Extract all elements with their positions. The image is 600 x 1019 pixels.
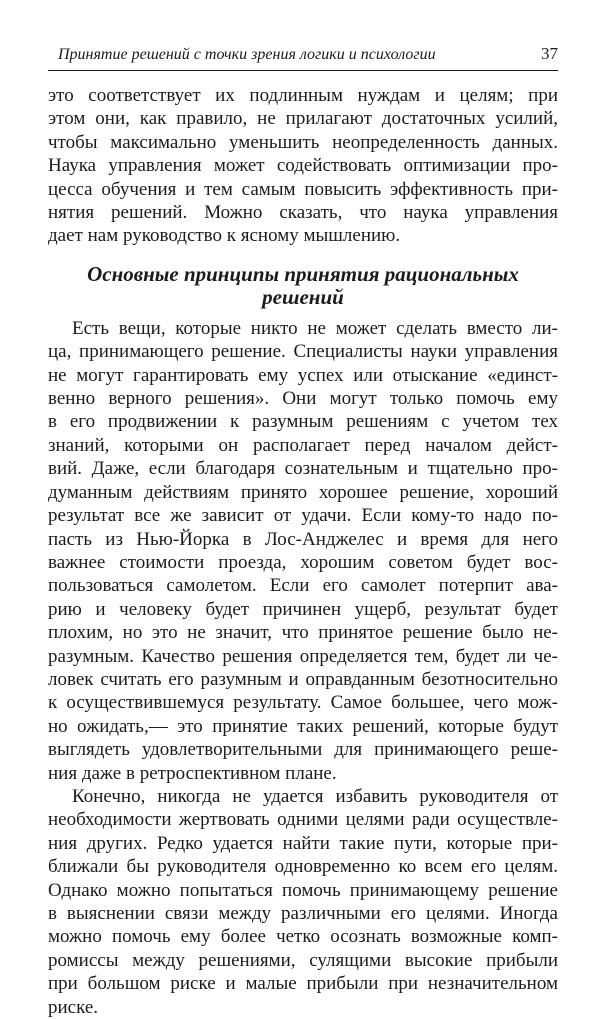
text-line: вий. Даже, если благодаря сознательным и тщательно про- [48, 458, 558, 480]
text-line: при большом риске и малые прибыли при незначительном [48, 973, 558, 995]
section-heading-line: решений [262, 284, 344, 309]
text-line: дает нам руководство к ясному мышлению. [48, 225, 401, 247]
running-head [58, 44, 558, 64]
text-line: этом они, как правило, не прилагают достаточных усилий, [48, 108, 558, 130]
paragraph-3 [48, 785, 558, 1019]
page-body [48, 84, 558, 1019]
text-line: к осуществившемуся результату. Самое большее, чего мож- [48, 692, 558, 714]
text-line: ловек считать его разумным и оправданным безотносительно [48, 668, 558, 690]
section-heading-line: Основные принципы принятия рациональных [87, 261, 519, 286]
page-number: 37 [541, 44, 558, 63]
text-line: ния даже в ретроспективном плане. [48, 762, 337, 784]
text-line: венно верного решения». Они могут только помочь ему [48, 388, 558, 410]
text-line: пользоваться самолетом. Если его самолет потерпит ава- [48, 575, 558, 597]
text-line: Однако можно попытаться помочь принимающему решение [48, 879, 558, 901]
text-line: необходимости жертвовать одними целями ради осуществле- [48, 809, 558, 831]
text-line: думанным действиям принято хорошее решение, хороший [48, 481, 558, 503]
text-line: нятия решений. Можно сказать, что наука управления [48, 202, 558, 224]
text-line: но ожидать,— это принятие таких решений, которые будут [48, 715, 558, 737]
paragraph-2 [48, 317, 558, 785]
text-line: чтобы максимально уменьшить неопределенность данных. [48, 131, 558, 153]
text-line: в его продвижении к разумным решениям с учетом тех [48, 411, 558, 433]
text-line: Есть вещи, которые никто не может сделать вместо ли- [72, 317, 558, 339]
text-line: пасть из Нью-Йорка в Лос-Анджелес и время для него [48, 528, 558, 550]
text-line: рию и человеку будет причинен ущерб, результат будет [48, 598, 558, 620]
text-line: ния других. Редко удается найти такие пути, которые при- [48, 832, 558, 854]
text-line: Конечно, никогда не удается избавить руководителя от [72, 785, 558, 807]
text-line: Наука управления может содействовать оптимизации про- [48, 155, 558, 177]
text-line: разумным. Качество решения определяется тем, будет ли че- [48, 645, 558, 667]
text-line: результат все же зависит от удачи. Если кому-то надо по- [48, 505, 558, 527]
text-line: ближали бы руководителя одновременно ко всем его целям. [48, 856, 558, 878]
text-line: ромиссы между решениями, сулящими высокие прибыли [48, 949, 558, 971]
text-line: выглядеть удовлетворительными для принимающего реше- [48, 739, 558, 761]
section-heading [48, 263, 558, 309]
text-line: не могут гарантировать ему успех или отыскание «единст- [48, 364, 558, 386]
text-line: знаний, которыми он располагает перед началом дейст- [48, 434, 558, 456]
paragraph-1 [48, 84, 558, 248]
header-rule [48, 70, 558, 71]
running-head-title: Принятие решений с точки зрения логики и психологии [58, 46, 436, 63]
text-line: ца, принимающего решение. Специалисты науки управления [48, 341, 558, 363]
text-line: цесса обучения и тем самым повысить эффективность при- [48, 178, 558, 200]
text-line: важнее стоимости проезда, хорошим советом будет вос- [48, 551, 558, 573]
text-line: плохим, но это не значит, что принятое решение было не- [48, 622, 558, 644]
text-line: можно помочь ему более четко осознать возможные комп- [48, 926, 558, 948]
text-line: это соответствует их подлинным нуждам и целям; при [48, 85, 558, 106]
text-line: в выяснении связи между различными его целями. Иногда [48, 903, 558, 924]
text-line: риске. [48, 996, 99, 1018]
